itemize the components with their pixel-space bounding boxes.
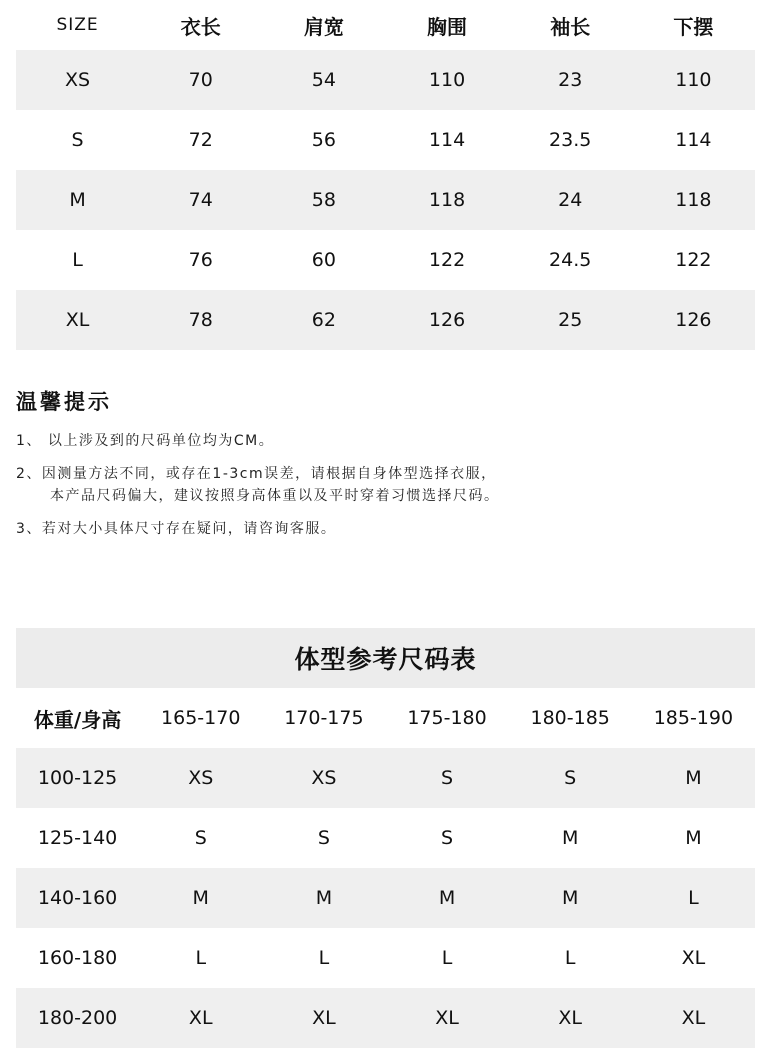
table-cell: M <box>562 827 579 849</box>
body-chart-header-row <box>16 688 755 748</box>
size-chart-table <box>16 0 755 350</box>
body-chart-header-cell: 体重/身高 <box>33 707 122 732</box>
table-cell: XL <box>681 947 706 969</box>
table-row <box>16 748 755 808</box>
table-cell: XL <box>65 309 90 331</box>
size-chart-header-cell: 袖长 <box>550 14 591 39</box>
table-cell: 23 <box>558 69 583 91</box>
table-cell: M <box>315 887 333 909</box>
tips-list <box>16 430 500 551</box>
table-cell: 126 <box>675 309 712 331</box>
table-cell: 25 <box>558 309 583 331</box>
tip-text: 1、 以上涉及到的尺码单位均为CM。 <box>16 433 275 449</box>
table-cell: XS <box>311 767 337 789</box>
tip-item <box>16 463 500 507</box>
tips-title: 温馨提示 <box>16 390 112 414</box>
body-chart-header-cell: 185-190 <box>653 707 734 729</box>
table-cell: 23.5 <box>549 129 592 151</box>
table-cell: L <box>688 887 699 909</box>
table-cell: 140-160 <box>37 887 118 909</box>
table-cell: 24 <box>558 189 583 211</box>
tip-text: 3、若对大小具体尺寸存在疑问，请咨询客服。 <box>16 521 337 537</box>
table-row <box>16 808 755 868</box>
table-cell: 118 <box>675 189 712 211</box>
table-cell: L <box>195 947 207 969</box>
table-cell: 76 <box>188 249 213 271</box>
table-cell: L <box>318 947 330 969</box>
size-chart-header-cell: 下摆 <box>673 14 714 39</box>
size-chart-header-cell: 肩宽 <box>303 14 344 39</box>
table-cell: 125-140 <box>37 827 118 849</box>
table-row <box>16 290 755 350</box>
table-row <box>16 170 755 230</box>
table-cell: M <box>438 887 456 909</box>
table-cell: XL <box>188 1007 213 1029</box>
table-cell: 114 <box>428 129 466 151</box>
table-cell: 100-125 <box>37 767 118 789</box>
table-cell: 70 <box>188 69 213 91</box>
table-cell: 160-180 <box>37 947 118 969</box>
table-row <box>16 110 755 170</box>
table-cell: XL <box>435 1007 459 1029</box>
table-cell: 24.5 <box>549 249 592 271</box>
table-cell: 62 <box>311 309 336 331</box>
body-chart-header-cell: 175-180 <box>407 707 487 729</box>
table-cell: 78 <box>188 309 213 331</box>
table-cell: L <box>72 249 83 271</box>
table-cell: 122 <box>428 249 466 271</box>
table-cell: S <box>194 827 207 849</box>
table-cell: 58 <box>311 189 336 211</box>
table-cell: M <box>562 887 579 909</box>
table-row <box>16 230 755 290</box>
table-row <box>16 50 755 110</box>
table-cell: L <box>441 947 453 969</box>
table-cell: XL <box>558 1007 582 1029</box>
table-cell: S <box>441 767 454 789</box>
size-chart-header-cell: 胸围 <box>427 14 468 39</box>
body-chart-header-cell: 180-185 <box>530 707 610 729</box>
size-chart-header-cell: 衣长 <box>180 14 221 39</box>
table-cell: M <box>192 887 209 909</box>
body-chart <box>16 628 755 1048</box>
table-cell: 72 <box>188 129 213 151</box>
table-cell: XL <box>681 1007 706 1029</box>
table-cell: 180-200 <box>37 1007 118 1029</box>
table-cell: 110 <box>428 69 466 91</box>
table-cell: M <box>69 189 86 211</box>
table-cell: M <box>685 827 702 849</box>
body-chart-header-cell: 170-175 <box>284 707 364 729</box>
table-cell: XL <box>312 1007 336 1029</box>
table-cell: XS <box>188 767 214 789</box>
table-cell: S <box>317 827 330 849</box>
tip-item <box>16 518 500 540</box>
body-chart-title: 体型参考尺码表 <box>16 628 755 688</box>
table-cell: 114 <box>675 129 712 151</box>
tip-text: 2、因测量方法不同，或存在1-3cm误差，请根据自身体型选择衣服， <box>16 466 497 482</box>
table-cell: M <box>685 767 702 789</box>
body-chart-table <box>16 688 755 1048</box>
table-cell: 122 <box>675 249 712 271</box>
table-cell: 54 <box>311 69 336 91</box>
table-cell: 56 <box>311 129 336 151</box>
table-cell: 118 <box>428 189 466 211</box>
table-cell: S <box>71 129 84 151</box>
body-chart-header-cell: 165-170 <box>161 707 241 729</box>
table-cell: 60 <box>311 249 336 271</box>
tip-item <box>16 430 500 452</box>
table-cell: 74 <box>188 189 213 211</box>
table-cell: S <box>441 827 454 849</box>
table-cell: 126 <box>428 309 466 331</box>
table-cell: 110 <box>675 69 712 91</box>
tip-text-continued: 本产品尺码偏大，建议按照身高体重以及平时穿着习惯选择尺码。 <box>50 488 500 504</box>
table-cell: L <box>564 947 576 969</box>
table-row <box>16 868 755 928</box>
size-chart-header-row <box>16 0 755 50</box>
table-row <box>16 988 755 1048</box>
table-cell: S <box>564 767 577 789</box>
table-row <box>16 928 755 988</box>
size-chart-header-cell: SIZE <box>56 15 99 35</box>
table-cell: XS <box>65 69 91 91</box>
